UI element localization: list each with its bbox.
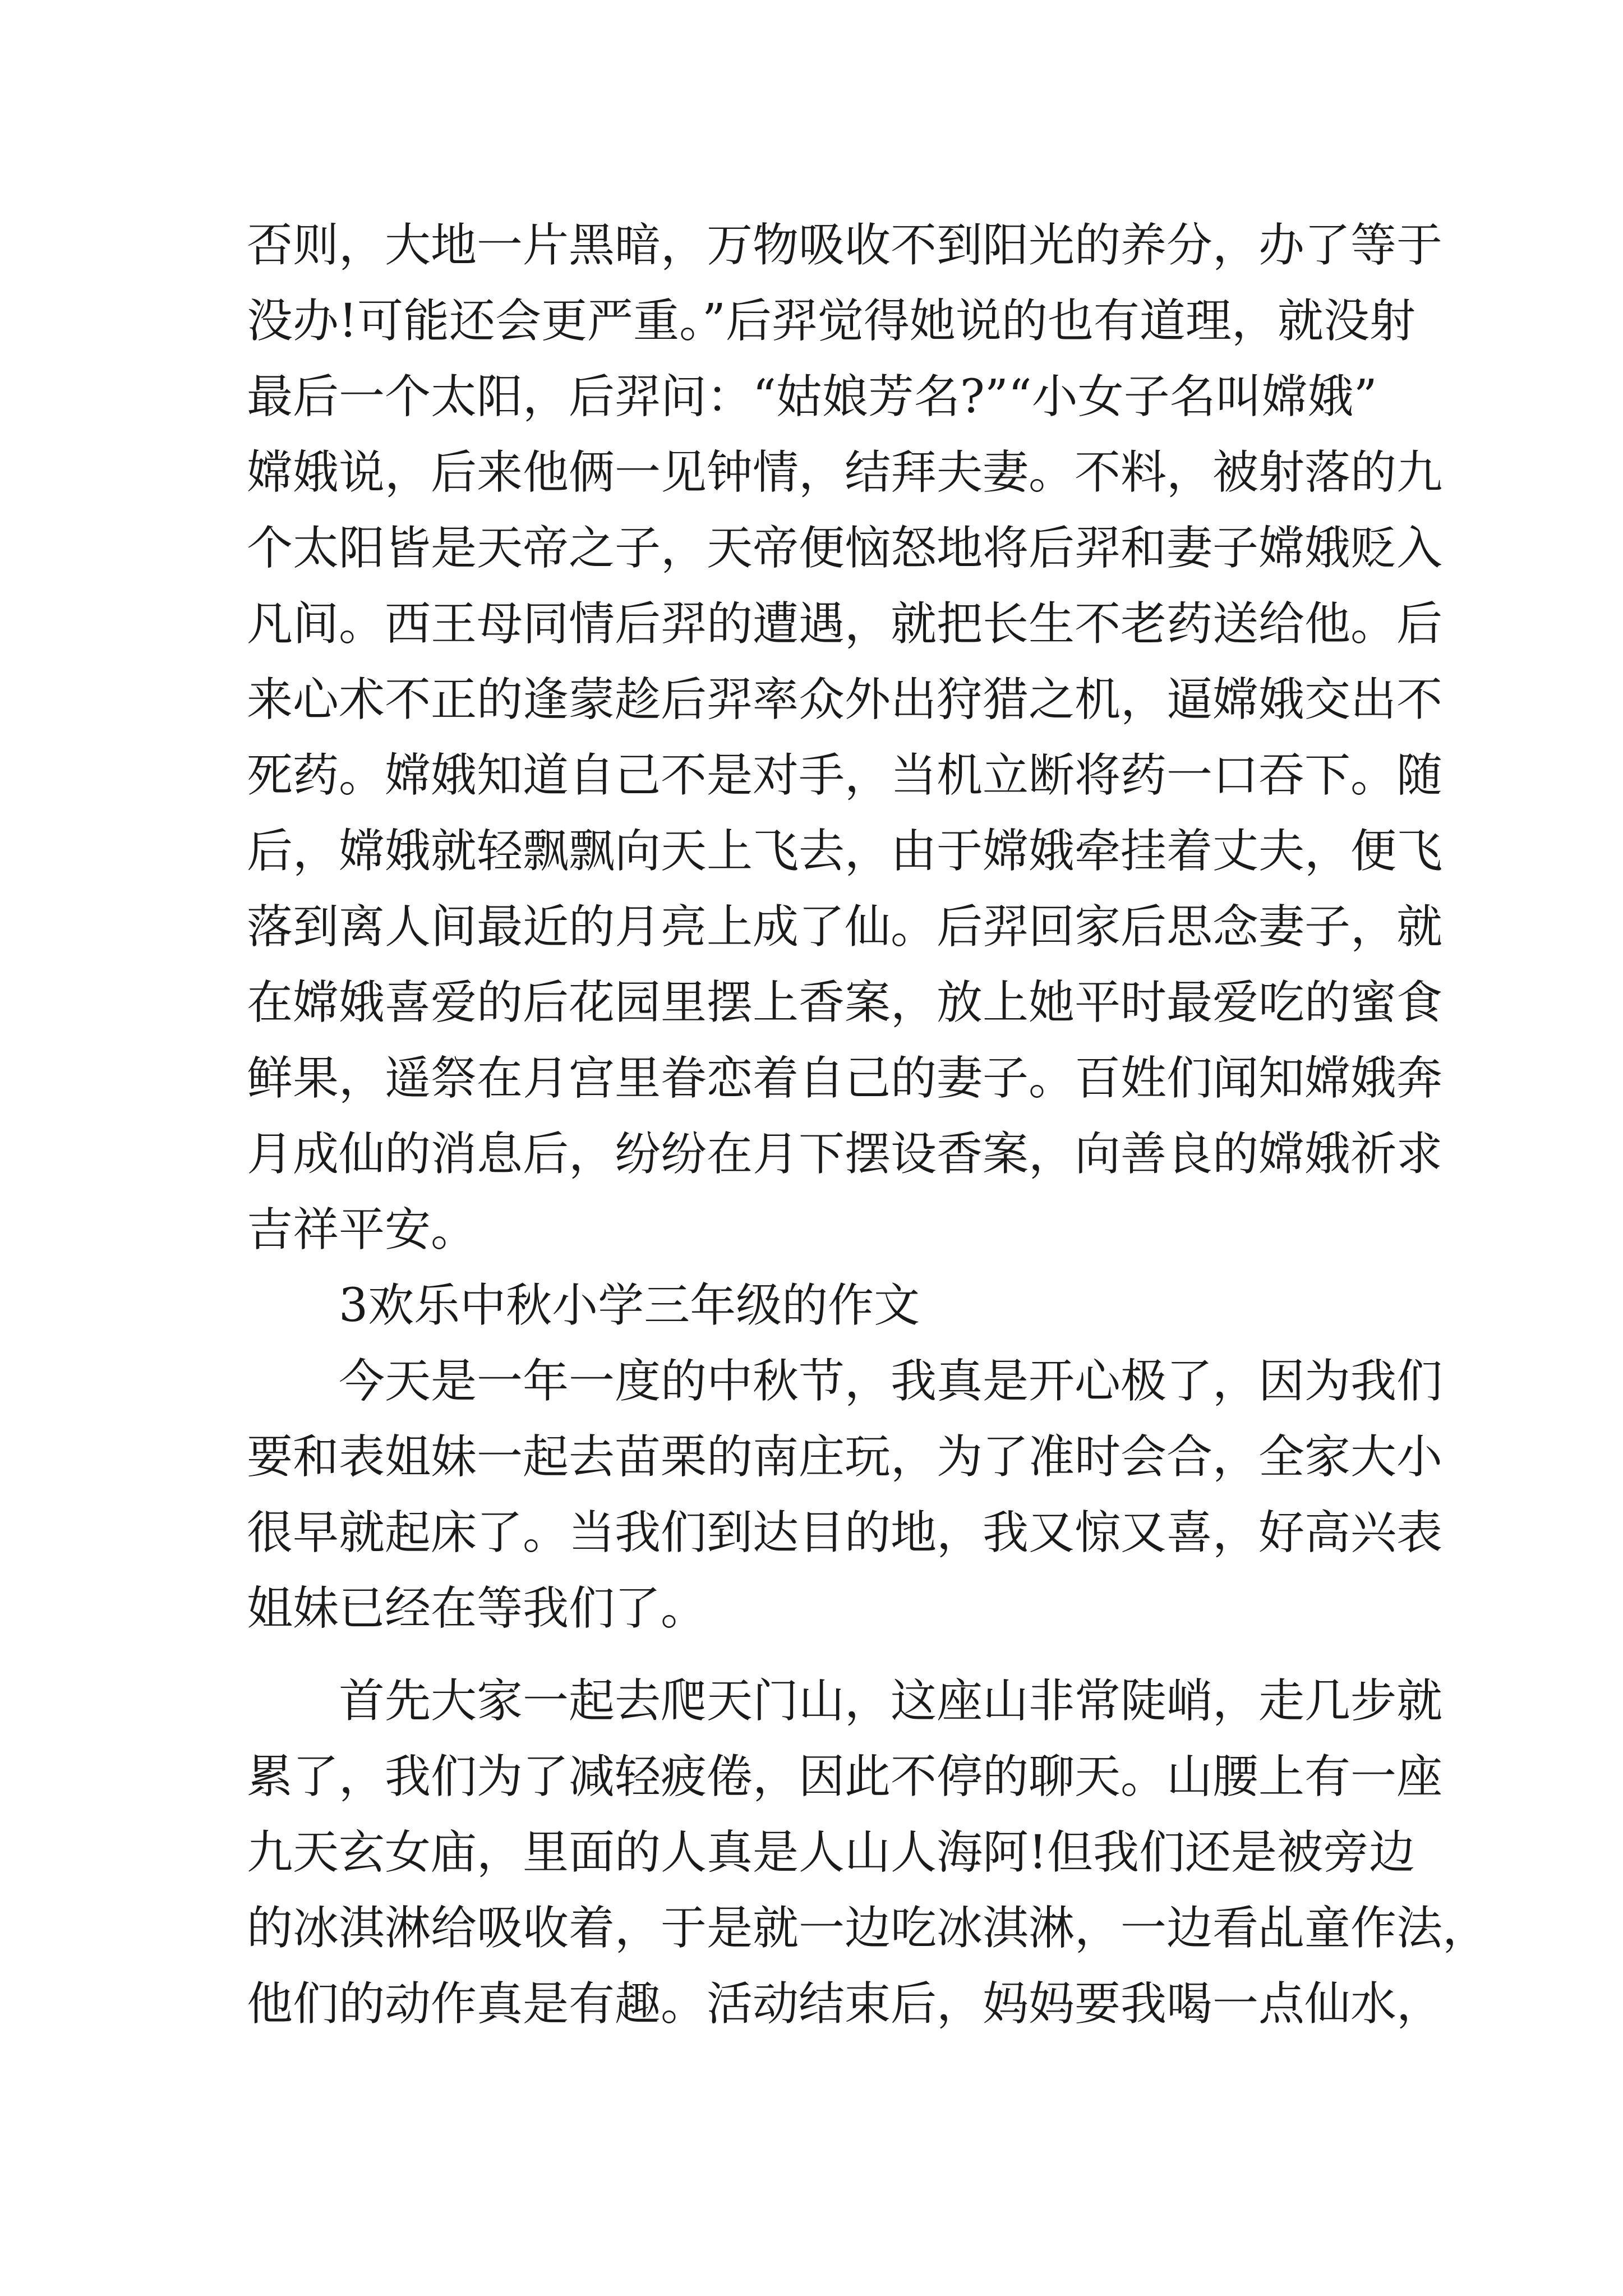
- text-line: 要和表姐妹一起去苗栗的南庄玩，为了准时会合，全家大小: [247, 1430, 1443, 1484]
- text-line: 的冰淇淋给吸收着，于是就一边吃冰淇淋，一边看乩童作法，: [247, 1902, 1489, 1955]
- paragraph-gap: [247, 1646, 1402, 1663]
- text-line: 在嫦娥喜爱的后花园里摆上香案，放上她平时最爱吃的蜜食: [247, 976, 1443, 1029]
- paragraph-mountain-climb: [247, 1663, 1489, 2042]
- text-line: 首先大家一起去爬天门山，这座山非常陡峭，走几步就: [339, 1674, 1443, 1728]
- paragraph-story-continuation: [247, 208, 1443, 1268]
- text-line: 没办!可能还会更严重。”后羿觉得她说的也有道理，就没射: [247, 295, 1415, 348]
- text-line: 今天是一年一度的中秋节，我真是开心极了，因为我们: [339, 1355, 1443, 1408]
- text-line: 否则，大地一片黑暗，万物吸收不到阳光的养分，办了等于: [247, 219, 1443, 272]
- text-line: 月成仙的消息后，纷纷在月下摆设香案，向善良的嫦娥祈求: [247, 1128, 1443, 1181]
- text-line: 凡间。西王母同情后羿的遭遇，就把长生不老药送给他。后: [247, 597, 1443, 651]
- text-line: 鲜果，遥祭在月宫里眷恋着自己的妻子。百姓们闻知嫦娥奔: [247, 1052, 1443, 1105]
- section-heading: 3欢乐中秋小学三年级的作文: [339, 1279, 920, 1332]
- text-line: 落到离人间最近的月亮上成了仙。后羿回家后思念妻子，就: [247, 900, 1443, 954]
- text-line: 来心术不正的逢蒙趁后羿率众外出狩猎之机，逼嫦娥交出不: [247, 673, 1443, 726]
- document-body: [247, 208, 1489, 2042]
- text-line: 九天玄女庙，里面的人真是人山人海阿!但我们还是被旁边: [247, 1826, 1415, 1879]
- text-line: 累了，我们为了减轻疲倦，因此不停的聊天。山腰上有一座: [247, 1750, 1443, 1803]
- text-line: 他们的动作真是有趣。活动结束后，妈妈要我喝一点仙水，: [247, 1977, 1443, 2031]
- text-line: 姐妹已经在等我们了。: [247, 1582, 707, 1635]
- text-line: 个太阳皆是天帝之子，天帝便恼怒地将后羿和妻子嫦娥贬入: [247, 522, 1443, 575]
- text-line: 后，嫦娥就轻飘飘向天上飞去，由于嫦娥牵挂着丈夫，便飞: [247, 825, 1443, 878]
- paragraph-mid-autumn-intro: [247, 1343, 1443, 1646]
- text-line: 最后一个太阳，后羿问：“姑娘芳名?”“小女子名叫嫦娥”: [247, 370, 1377, 424]
- text-line: 死药。嫦娥知道自己不是对手，当机立断将药一口吞下。随: [247, 749, 1443, 802]
- text-line: 吉祥平安。: [247, 1203, 477, 1257]
- text-line: 很早就起床了。当我们到达目的地，我又惊又喜，好高兴表: [247, 1506, 1443, 1559]
- text-line: 嫦娥说，后来他俩一见钟情，结拜夫妻。不料，被射落的九: [247, 446, 1443, 499]
